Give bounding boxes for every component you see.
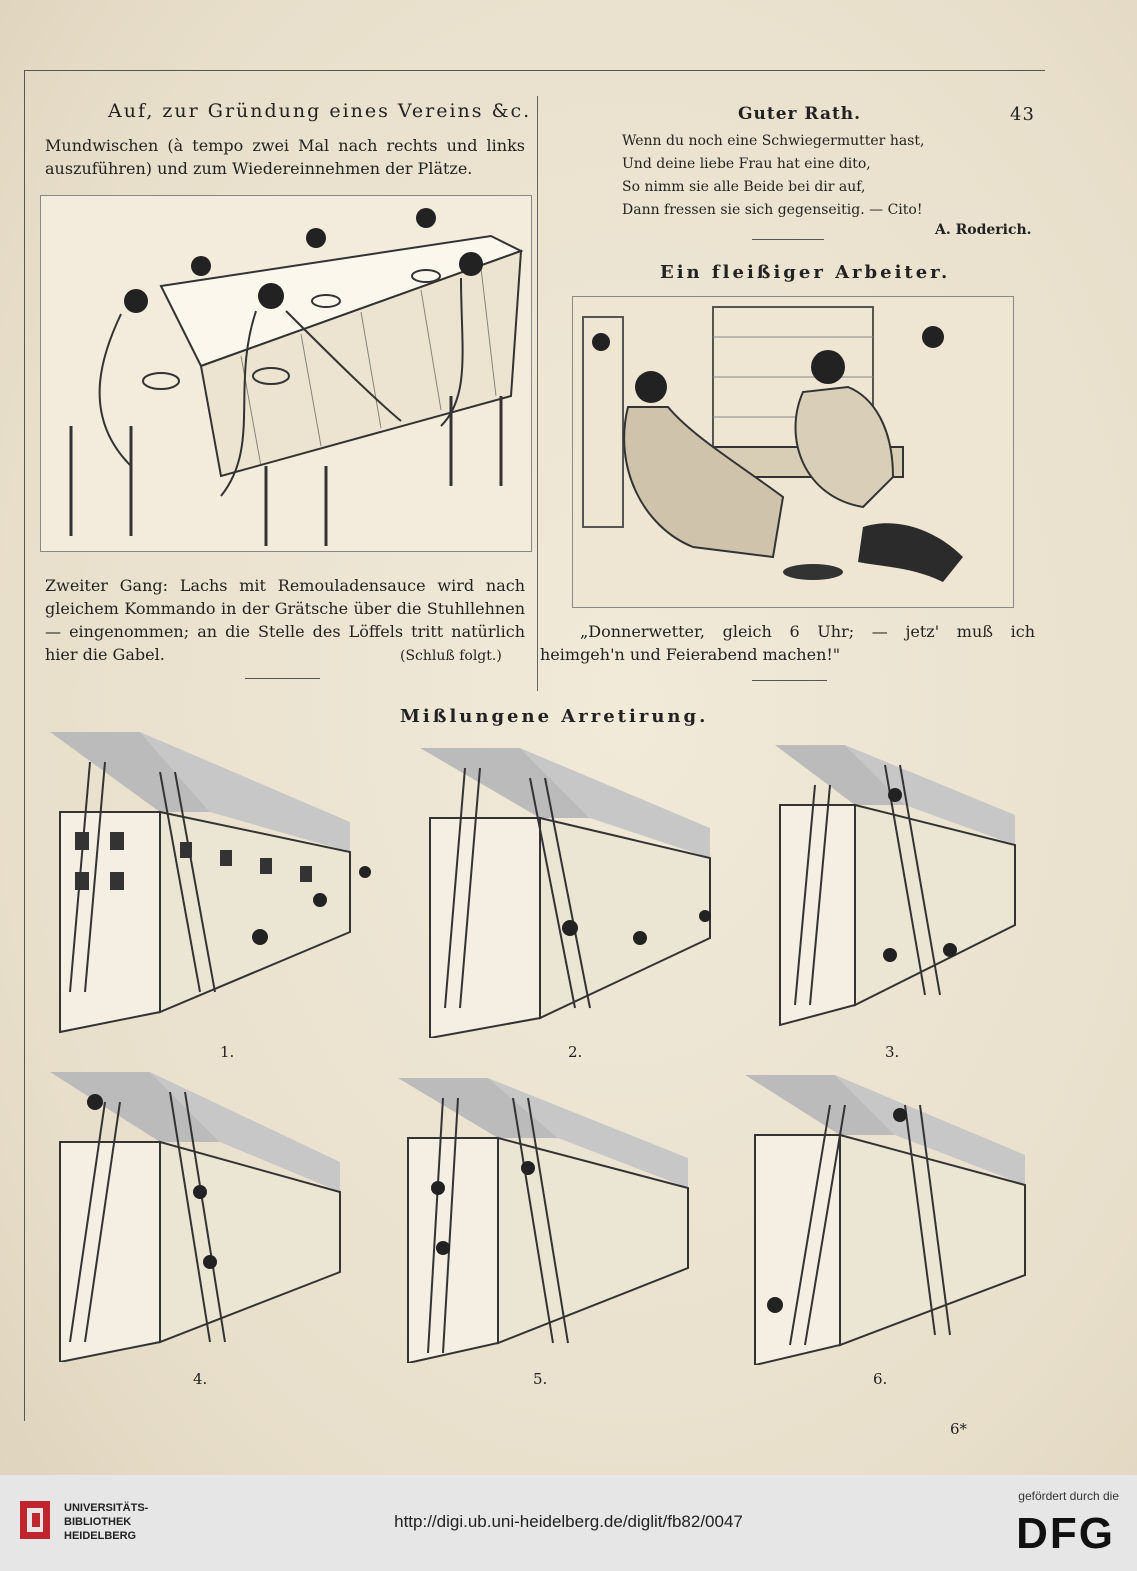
library-line: UNIVERSITÄTS- <box>64 1502 149 1514</box>
left-body: Zweiter Gang: Lachs mit Remouladensauce wird nach gleichem Kommando in der Grätsche über die Stuhllehnen — eingenommen; an die Stelle des Löffels tritt natürlich hier die Gabel. <box>45 576 525 664</box>
right-end-rule <box>752 680 827 681</box>
panel-number: 5. <box>533 1370 548 1388</box>
left-header: Auf, zur Gründung eines Vereins &c. <box>108 100 532 122</box>
panel-number: 3. <box>885 1043 900 1061</box>
page-number: 43 <box>1010 104 1035 125</box>
poem-line: Und deine liebe Frau hat eine dito, <box>622 156 871 172</box>
sheet-signature: 6* <box>950 1420 968 1438</box>
funding-caption: gefördert durch die <box>1018 1489 1119 1503</box>
poem-rule <box>752 239 824 240</box>
library-line: BIBLIOTHEK <box>64 1516 132 1528</box>
comic-panel <box>420 748 745 1038</box>
worker-illustration <box>572 296 1014 608</box>
poem-line: Wenn du noch eine Schwiegermutter hast, <box>622 133 925 149</box>
panel-number: 4. <box>193 1370 208 1388</box>
comic-panel <box>745 1075 1030 1365</box>
panel-number: 1. <box>220 1043 235 1061</box>
comic-panel <box>50 732 395 1037</box>
poem-line: Dann fressen sie sich gegenseitig. — Cito! <box>622 202 923 218</box>
poem-line: So nimm sie alle Beide bei dir auf, <box>622 179 866 195</box>
article-title: Ein fleißiger Arbeiter. <box>660 262 951 283</box>
left-intro: Mundwischen (à tempo zwei Mal nach rechts und links auszuführen) und zum Wiedereinnehmen der Plätze. <box>45 136 525 178</box>
worker-caption: „Donnerwetter, gleich 6 Uhr; — jetz' muß ich heimgeh'n und Feierabend machen!" <box>540 622 1035 664</box>
comic-panel <box>398 1078 698 1363</box>
footer-bar <box>0 1475 1137 1571</box>
comic-panel <box>50 1072 350 1362</box>
table-illustration <box>40 195 532 552</box>
library-line: HEIDELBERG <box>64 1530 137 1542</box>
panel-number: 2. <box>568 1043 583 1061</box>
continued-note: (Schluß folgt.) <box>400 648 502 664</box>
dfg-logo: DFG <box>1016 1509 1115 1558</box>
left-end-rule <box>245 678 320 679</box>
section-title: Mißlungene Arretirung. <box>400 706 709 727</box>
document-url[interactable]: http://digi.ub.uni-heidelberg.de/diglit/fb82/0047 <box>394 1512 743 1531</box>
poem-author: A. Roderich. <box>935 222 1032 238</box>
column-rule <box>537 96 538 691</box>
comic-panel <box>775 745 1025 1035</box>
panel-number: 6. <box>873 1370 888 1388</box>
poem <box>622 130 924 222</box>
right-header: Guter Rath. <box>738 104 862 124</box>
